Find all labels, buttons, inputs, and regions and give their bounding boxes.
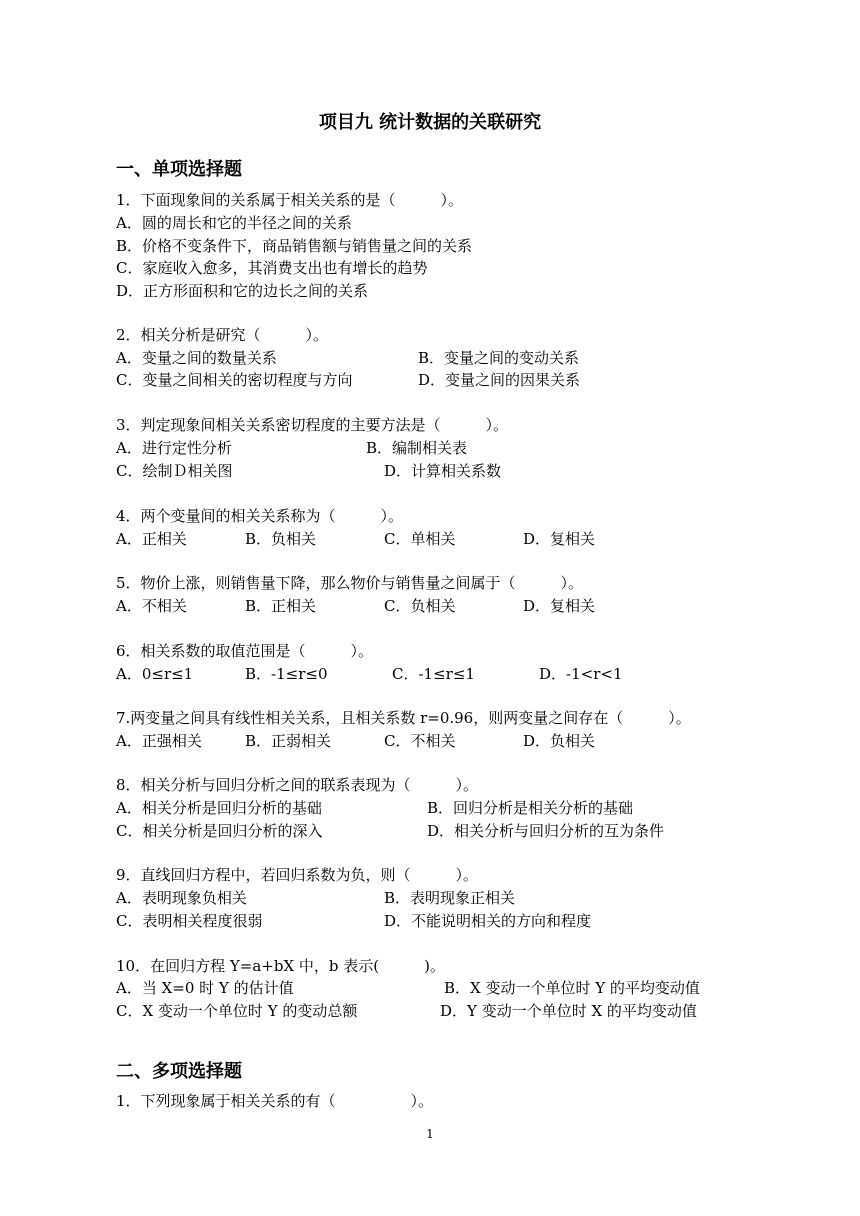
option: D．正方形面积和它的边长之间的关系 [116,282,369,300]
question-stem: 1．下面现象间的关系属于相关关系的是（ ）。 [116,191,464,209]
option: A．正相关 [116,530,187,548]
option: B．-1≤r≤0 [245,665,328,683]
option: C．绘制Ｄ相关图 [116,462,233,480]
option: D．-1<r<1 [539,665,623,683]
option: D．不能说明相关的方向和程度 [384,912,592,930]
question-stem: 1．下列现象属于相关关系的有（ ）。 [116,1092,434,1110]
option: B．正弱相关 [245,732,332,750]
option: C．不相关 [384,732,456,750]
page-number: 1 [426,1127,434,1141]
option: B．编制相关表 [366,439,468,457]
question-stem: 4．两个变量间的相关关系称为（ ）。 [116,507,404,525]
option: D．复相关 [523,597,596,615]
option: B．变量之间的变动关系 [418,349,580,367]
option: A．进行定性分析 [116,439,232,457]
option: B．回归分析是相关分析的基础 [427,799,634,817]
question-stem: 2．相关分析是研究（ ）。 [116,326,329,344]
option: B．X 变动一个单位时 Y 的平均变动值 [444,979,700,997]
section-heading-multiple-choice: 二、多项选择题 [116,1061,242,1082]
question-stem: 8．相关分析与回归分析之间的联系表现为（ ）。 [116,776,479,794]
option: A．表明现象负相关 [116,889,247,907]
question-stem: 9．直线回归方程中，若回归系数为负，则（ ）。 [116,866,479,884]
option: A．变量之间的数量关系 [116,349,277,367]
option: C．家庭收入愈多，其消费支出也有增长的趋势 [116,259,428,277]
option: A．圆的周长和它的半径之间的关系 [116,214,352,232]
option: C．表明相关程度很弱 [116,912,263,930]
option: C．变量之间相关的密切程度与方向 [116,371,353,389]
option: D．负相关 [523,732,596,750]
section-heading-single-choice: 一、单项选择题 [116,159,242,180]
question-stem: 6．相关系数的取值范围是（ ）。 [116,642,374,660]
question-stem: 5．物价上涨，则销售量下降，那么物价与销售量之间属于（ ）。 [116,574,584,592]
option: B．价格不变条件下，商品销售额与销售量之间的关系 [116,237,473,255]
option: B．正相关 [245,597,317,615]
option: A．0≤r≤1 [116,665,194,683]
option: C．-1≤r≤1 [392,665,475,683]
option: A．不相关 [116,597,187,615]
option: A．当 X=0 时 Y 的估计值 [116,979,294,997]
option: C．单相关 [384,530,456,548]
option: A．相关分析是回归分析的基础 [116,799,322,817]
option: D．复相关 [523,530,596,548]
page-title: 项目九 统计数据的关联研究 [318,112,542,133]
question-stem: 10．在回归方程 Y=a+bX 中，b 表示( )。 [116,957,445,975]
option: D．相关分析与回归分析的互为条件 [427,822,665,840]
option: B．负相关 [245,530,317,548]
option: D．Y 变动一个单位时 X 的平均变动值 [440,1002,697,1020]
option: C．相关分析是回归分析的深入 [116,822,323,840]
question-stem: 3．判定现象间相关关系密切程度的主要方法是（ ）。 [116,416,509,434]
option: A．正强相关 [116,732,202,750]
option: D．计算相关系数 [384,462,502,480]
option: C．X 变动一个单位时 Y 的变动总额 [116,1002,358,1020]
option: B．表明现象正相关 [384,889,516,907]
option: D．变量之间的因果关系 [418,371,581,389]
question-stem: 7.两变量之间具有线性相关关系，且相关系数 r=0.96，则两变量之间存在（ ）。 [116,709,691,727]
option: C．负相关 [384,597,456,615]
